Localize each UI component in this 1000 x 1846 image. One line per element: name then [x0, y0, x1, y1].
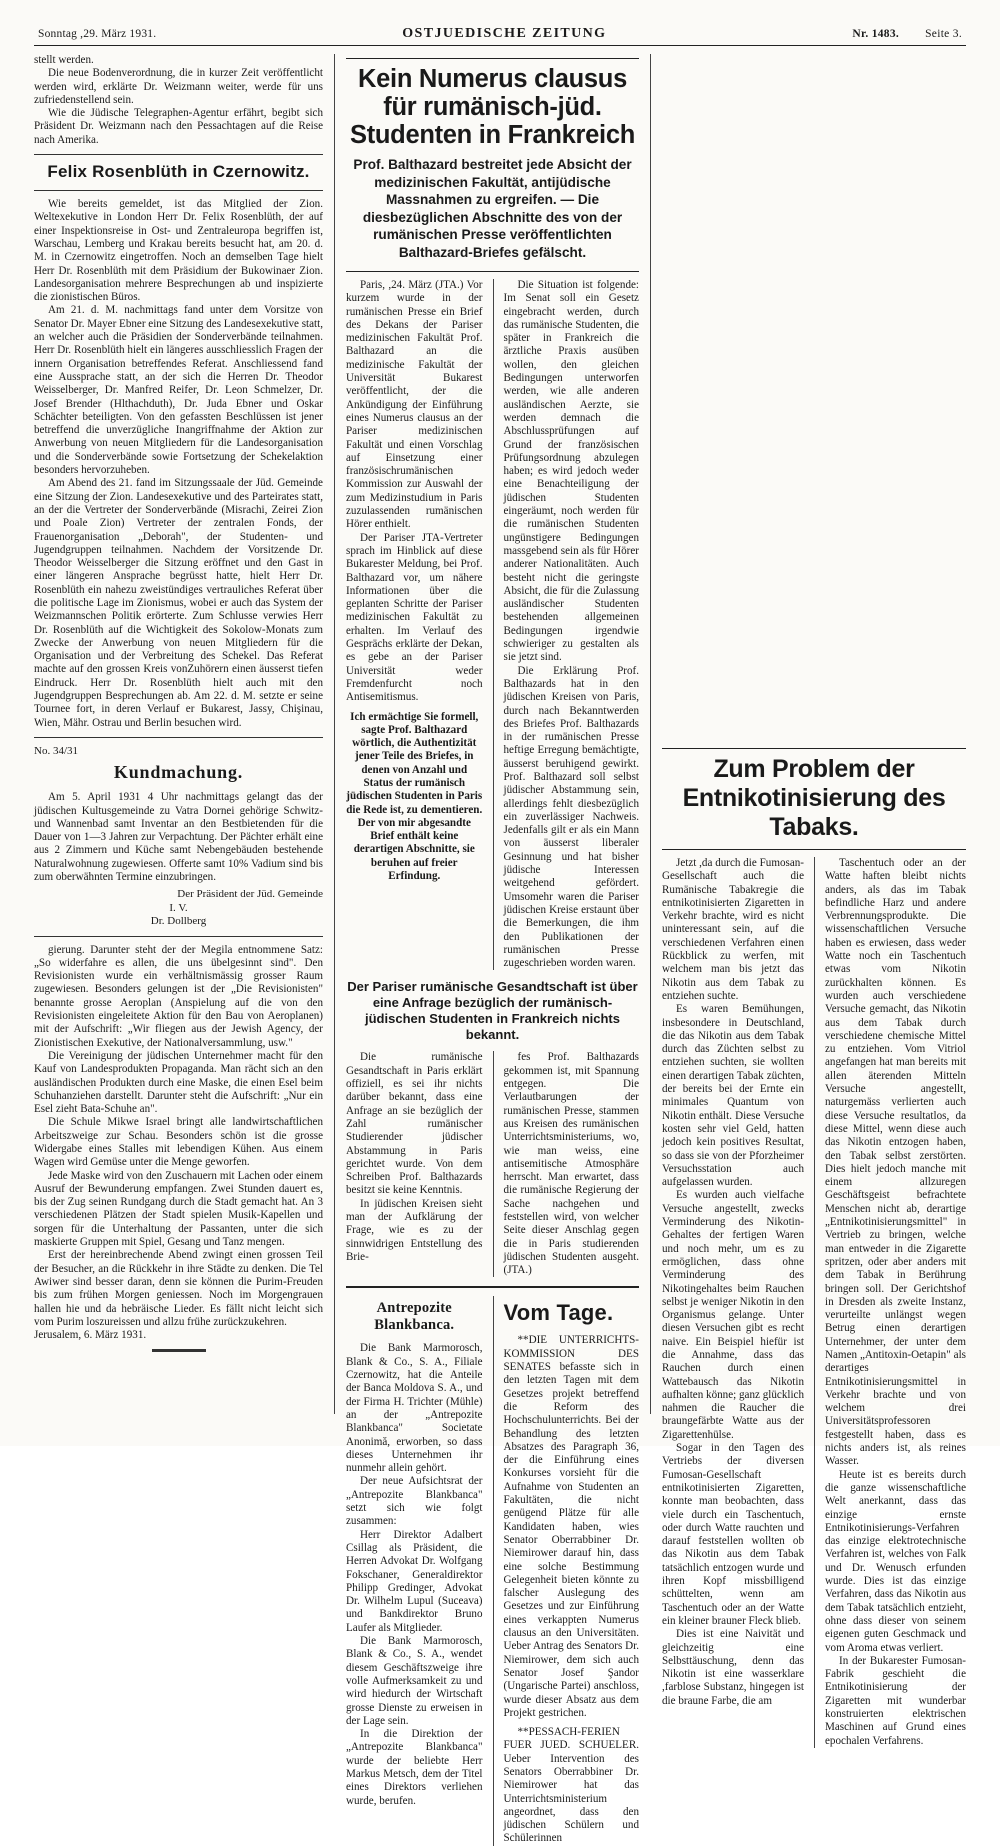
tabak-paragraph: Heute ist es bereits durch die ganze wissenschaftliche Welt anerkannt, dass das einzige ernste Entnikotinisierungs-Verfahren das einzige elektrotechnische Verfahren ist, welches von Falk und Dr. Wenusch erfunden wurde. Dies ist das einzige Verfahren, dass das Nikotin aus dem Tabak tatsächlich entzieht, ohne dass dieser von seinem eigenen guten Geschmack und vom Aroma etwas verliert. — [825, 1468, 966, 1654]
tabak-paragraph: Taschentuch oder an der Watte haften bleibt nichts anders, als das im Tabak befindliche Harz und andere Verbrennungsprodukte. Die wissenschaftlichen Versuche haben es erwiesen, dass weder Watte noch ein Taschentuch etwas vom Nikotin zurückhalten können. Es wurden auch verschiedene Versuche gemacht, das Nikotin aus dem Tabak durch verschiedene chemische Mittel zu entziehen. Vom Vitriol angefangen hat man bereits mit allen äterenden Mitteln Versuche angestellt, naturgemäss verlierten auch diese Versuche resultatlos, da diese Mittel, wenn diese auch das Nikotin entzogen haben, den Tabak selbst zerstörten. Dies hielt jedoch manche mit einem allzuregen Geschäftsgeist befrachtete Menschen nicht ab, derartige „Entnikotinisierungsmittel" in Vertrieb zu bringen, welche man entweder in die Zigarette spritzen, oder aber anders mit dem Tabak in Berührung bringen soll. Der Gerichtshof in Dresden als zweite Instanz, verurteilte unlängst wegen Betrug einen derartigen Unternehmer, der unter dem Namen „Antitoxin-Oetapin" als derartiges Entnikotinisierungsmittel in Verkehr brachte und von welchem drei Universitätsprofessoren festgestellt haben, dass es nichts anders ist, als reines Wasser. — [825, 857, 966, 1468]
col2-paragraph: fes Prof. Balthazards gekommen ist, mit Spannung entgegen. Die Verlautbarungen der rumänischen Presse, stammen aus Kreisen des rumänischen Unterrichtsministeriums, wo, wie man weiss, eine antisemitische Atmosphäre herrscht. Man erwartet, dass die rumänische Regierung der Sache nachgehen und feststellen wird, von welcher Seite dieser Anschlag gegen die in Paris studierenden jüdischen Studenten ausgeht. (JTA.) — [503, 1051, 639, 1277]
antrepozite-paragraph: Die Bank Marmorosch, Blank & Co., S. A., wendet diesem Geschäftszweige ihre volle Aufmerksamkeit zu und wird hiedurch der Wirtschaft grosse Dienste zu erweisen in der Lage sein. — [346, 1635, 483, 1727]
divider — [662, 748, 966, 749]
col1-paragraph: Wie bereits gemeldet, ist das Mitglied der Zion. Weltexekutive in London Herr Dr. Felix Rosenblüth, der auf einer Inspektionsreise in Ost- und Zentraleuropa begriffen ist, Warschau, Lemberg und Krakau bereits besucht hat, am 20. d. M. in Czernowitz eingetroffen. Noch an demselben Tage hielt Herr Dr. Rosenblüth mit dem Präsidium der Bukowinaer Zion. Landesorganisation mehrere Besprechungen ab und inspizierte die zionistischen Büros. — [34, 198, 323, 304]
headline-numerus-clausus: Kein Numerus clausus für rumänisch-jüd. Studenten in Frankreich — [350, 65, 635, 149]
tabak-paragraph: Sogar in den Tagen des Vertriebs der diversen Fumosan-Gesellschaft entnikotinisierten Zigaretten, konnte man beobachten, dass viele durch ein Taschentuch, oder durch Watte rauchten und darauf feststellen wollten ob das Nikotin aus dem Tabak tatsächlich entzogen wurde und ihren Kopf missbilligend schüttelten, wenn am Taschentuch oder an der Watte ein kleiner brauner Fleck blieb. — [662, 1442, 804, 1627]
col1-paragraph: Am Abend des 21. fand im Sitzungssaale der Jüd. Gemeinde eine Sitzung der Zion. Landesexekutive und des Parteirates statt, an der die Vertreter der Sonderverbände (Misrachi, Zeirei Zion und Poale Zion) Vertreter der zentralen Fonds, der Frauenorganisation „Deborah", der Studenten- und Jugendgruppen teilnahmen. Nachdem der Vorsitzende Dr. Theodor Weisselberger die Sitzung eröffnet und den Gast in einer längeren Ansprache begrüsst hatte, hielt Herr Dr. Rosenblüth ein nahezu zweistündiges vertrauliches Referat über die politische Lage im Zionismus, wobei er auch das System der Weizmannschen Politik erörterte. Zum Schlusse verwies Herr Dr. Rosenblüth auf die Wichtigkeit des Sokolow-Monats zum Zwecke der Anwerbung von neuen Mitgliedern für die Organisation und der Verbreitung des Schekel. Das Referat machte auf den grossen Kreis vonZuhörern einen äusserst tiefen Eindruck. Herr Dr. Rosenblüth hielt auch mit den Jugendgruppen Besprechungen ab. Am 22. d. M. setzte er seine Tournee fort, in deren Verlauf er Bukarest, Jassy, Chişinau, Wien, Mähr. Ostrau und Berlin besuchen wird. — [34, 477, 323, 729]
col1-paragraph: gierung. Darunter steht der der Megila entnommene Satz: „So widerfahre es allen, die uns übelgesinnt sind". Den Revisionisten wurde ein verhältnismässig grosser Raum zugewiesen. Besonders gelungen ist der „Die Revisionisten" benannte grosse Aeroplan (Anspielung auf die von den Revisionisten eingeleitete Aktion für den Bau von Aeroplanen) mit der Aufschrift: „Wir fliegen aus der Jewish Agency, der Zionistischen Exekutive, der Nationalversammlung, usw." — [34, 943, 323, 1049]
tabak-paragraph: In der Bukarester Fumosan-Fabrik geschieht die Entnikotinisierung der Zigaretten mit wunderbar konstruierten elektrischen Maschinen auf Grund eines epochalen Verfahrens. — [825, 1654, 966, 1747]
divider — [34, 737, 323, 738]
divider — [346, 271, 639, 272]
col2-paragraph: In jüdischen Kreisen sieht man der Aufklärung der Frage, wie es zu der sinnwidrigen Entstellung des Brie- — [346, 1197, 483, 1263]
col1-paragraph: Wie die Jüdische Telegraphen-Agentur erfährt, begibt sich Präsident Dr. Weizmann nach den Pessachtagen auf die Reise nach Amerika. — [34, 107, 323, 146]
antrepozite-paragraph: Der neue Aufsichtsrat der „Antrepozite Blankbanca" setzt sich wie folgt zusammen: — [346, 1475, 483, 1528]
divider — [34, 154, 323, 155]
masthead-issue — [852, 28, 962, 40]
story-subcol-left — [346, 279, 493, 970]
tabak-paragraph: Es waren Bemühungen, insbesondere in Deutschland, die das Nikotin aus dem Tabak durch das Züchten selbst zu entziehen suchten, sie wollten einen derartigen Tabak züchten, der bereits bei der Ernte ein minimales Quantum von Nikotin enthält. Diese Versuche kosten sehr viel Geld, hatten jedoch kein positives Resultat, so dass sie von der Pforzheimer Versuchsstation auch aufgelassen wurden. — [662, 1003, 804, 1189]
antrepozite-paragraph: Die Bank Marmorosch, Blank & Co., S. A., Filiale Czernowitz, hat die Anteile der Banca Moldova S. A., und der Firma H. Trichter (Mühle) an der „Antrepozite Blankbanca" Societate Anonimă, erworben, so dass dieses Unternehmen ihr nunmehr allein gehört. — [346, 1342, 483, 1475]
column-3 — [651, 54, 966, 1747]
vom-tage-block — [493, 1296, 640, 1845]
col1-paragraph: Erst der hereinbrechende Abend zwingt einen grossen Teil der Besucher, an die Rückkehr in ihre Städte zu denken. Die Tel Awiwer sind besser daran, denn sie können die Purim-Freuden bis zum frühen Morgen geniessen. Noch im Morgengrauen hallen hie und da hebräische Lieder. Es fällt nicht leicht sich vom Purim loszureissen und allzu frühe zurückzukehren. — [34, 1249, 323, 1328]
col1-paragraph: Die Vereinigung der jüdischen Unternehmer macht für den Kauf von Landesprodukten Propaganda. Man rächt sich an den ausländischen Produkten durch eine Maske, die einen Esel beim Schuhanziehen darstellt. Darunter steht die Aufschrift: „Nur ein Esel zieht Bata-Schuhe an". — [34, 1049, 323, 1116]
col2-bold-quote: Ich ermächtige Sie formell, sagte Prof. Balthazard wörtlich, die Authentizität jener Teile des Briefes, in denen von Anzahl und Status der rumänisch jüdischen Studenten in Paris die Rede ist, zu dementieren. Der von mir abgesandte Brief enthält keine derartigen Abschnitte, sie beruhen auf freier Erfindung. — [346, 710, 483, 883]
divider — [346, 1286, 639, 1288]
story-body-two-col — [346, 279, 639, 970]
story2-subcol-left — [346, 1051, 493, 1277]
column-grid — [34, 54, 966, 1845]
divider — [662, 849, 966, 850]
vom-tage-paragraph: **PESSACH-FERIEN FUER JUED. SCHUELER. Ueber Intervention des Senators Oberrabbiner Dr. Niemirower hat das Unterrichtsministerium angeordnet, dass den jüdischen Schülern und Schülerinnen — [503, 1726, 639, 1845]
deck-numerus-clausus: Prof. Balthazard bestreitet jede Absicht der medizinischen Fakultät, antijüdische Massnahmen zu ergreifen. — Die diesbezüglichen Abschnitte des von der rumänischen Presse veröffentlichten Balthazard-Briefes gefälscht. — [353, 157, 632, 260]
col3-spacer — [662, 54, 966, 744]
col2-paragraph: Paris, ,24. März (JTA.) Vor kurzem wurde in der rumänischen Presse ein Brief des Dekans der Pariser medizinischen Fakultät Prof. Balthazard an die medizinische Fakultät der Universität Bukarest veröffentlicht, der die Ankündigung der Einführung eines Numerus clausus an der Pariser medizinischen Fakultät und einen Vorschlag auf Einsetzung einer französischrumänischen Kommission zur Auswahl der zum Medizinstudium in Paris zuzulassenden rumänischen Hörer enthielt. — [346, 279, 483, 531]
col1-top-fragment: stellt werden. — [34, 54, 94, 66]
column-1 — [34, 54, 334, 1414]
signature-line-1: Der Präsident der Jüd. Gemeinde — [177, 888, 323, 901]
story-subcol-right — [493, 279, 640, 970]
page-number: Seite 3. — [925, 28, 962, 40]
antrepozite-paragraph: In die Direktion der „Antrepozite Blankbanca" wurde der beliebte Herr Markus Metsch, dem der Titel eines Direktors verliehen wurde, berufen. — [346, 1728, 483, 1807]
masthead — [34, 26, 966, 46]
masthead-date: Sonntag ,29. März 1931. — [38, 28, 157, 40]
tabak-body-two-col — [662, 857, 966, 1748]
col2-paragraph: Der Pariser JTA-Vertreter sprach im Hinblick auf diese Bukarester Meldung, bei Prof. Balthazard vor, um nähere Informationen über die geplanten Schritte der Pariser medizinischen Fakultät zu erhalten. Im Verlauf des Gesprächs erklärte der Dekan, es gebe an der Pariser Universität weder Fremdenfurcht noch Antisemitismus. — [346, 531, 483, 704]
col1-paragraph: Am 21. d. M. nachmittags fand unter dem Vorsitze von Senator Dr. Mayer Ebner eine Sitzung des Landesexekutive statt, an welcher auch die Präsidien der Sonderverbände teilnahmen. Herr Dr. Rosenblüth hielt ein längeres ausschliesslich Fragen der innern Organisation betreffendes Referat. Anschliessend fand eine Aussprache statt, an der sich die Herren Dr. Theodor Weisselberger, Dr. Manfred Reifer, Dr. Leon Schmelzer, Dr. Josef Brender (Hlthachduth), Dr. Juda Ebner und Oskar Schächter beteiligten. Von den gefassten Beschlüssen ist jener betreffend die unverzügliche Inangriffnahme der Aktion zur Anwerbung von neuen Mitgliedern für die Landesorganisation und die Sonderverbände sowie Fortsetzung der Schekelaktion besonders hervorzuheben. — [34, 304, 323, 477]
col1-paragraph: Die neue Bodenverordnung, die in kurzer Zeit veröffentlicht werden wird, erklärte Dr. Weizmann weiter, werde für uns zufriedenstellend sein. — [34, 67, 323, 106]
signature-line-3: Dr. Dollberg — [150, 915, 207, 928]
story2-subcol-right — [493, 1051, 640, 1277]
issue-number: Nr. 1483. — [852, 28, 900, 40]
vom-tage-paragraph: **DIE UNTERRICHTS-KOMMISSION DES SENATES befasste sich in den letzten Tagen mit dem Gesetzes projekt betreffend die Reform des Hochschulunterrichts. Bei der Behandlung des letzten Absatzes des Paragraph 36, der die Einführung eines Konkurses vorsieht für die Aufnahme von Studenten an Fakultäten, die nicht genügend Plätze für alle Kandidaten haben, wies Senator Oberrabbiner Dr. Niemirower darauf hin, dass eine solche Bestimmung Gelegenheit bieten könnte zu falscher Auslegung des Gesetzes und zur Einführung eines verkappten Numerus clausus an den Universitäten. Ueber Antrag des Senators Dr. Niemirower, dem sich auch Senator Josef Şandor (Ungarische Partei) anschloss, wurde dieser Absatz aus dem Projekt gestrichen. — [503, 1334, 639, 1719]
headline-vom-tage: Vom Tage. — [503, 1300, 614, 1326]
paper-title: OSTJUEDISCHE ZEITUNG — [402, 26, 607, 41]
tabak-subcol-right — [814, 857, 966, 1748]
headline-tabak: Zum Problem der Entnikotinisierung des Tabaks. — [682, 755, 946, 841]
signature-line-2: I. V. — [169, 901, 188, 914]
tabak-paragraph: Es wurden auch vielfache Versuche angestellt, zwecks Verminderung des Nikotin-Gehaltes der fertigen Waren und noch mehr, um es zu ermöglichen, dass ohne Verminderung des Nikotingehaltes beim Rauchen selbst je weniger Nikotin in den Organismus gelange. Unter diesen Versuchen gibt es recht naive. Ein Beispiel hiefür ist die Annahme, dass das Rauchen durch einen Wattebausch das Nikotin aufhalten könne; ganz glücklich nahmen die Raucher die braungefärbte Watte aus der Zigarettenhülse. — [662, 1189, 805, 1441]
column-2 — [335, 54, 650, 1845]
col1-paragraph: Jede Maske wird von den Zuschauern mit Lachen oder einem Ausruf der Bewunderung empfangen. Zwei Stunden dauert es, bis der Zug seinen Rundgang durch die Stadt gemacht hat. An 3 verschiedenen Plätzen der Stadt spielen Musik-Kapellen und sorgen für die Unterhaltung der Passanten, unter die sich maskierte Gruppen mit Spiel, Gesang und Tanz mengen. — [34, 1169, 323, 1249]
end-ornament — [152, 1349, 206, 1352]
notice-body: Am 5. April 1931 4 Uhr nachmittags gelangt das der jüdischen Kultusgemeinde zu Vatra Dornei gehörige Schwitz- und Wannenbad samt Inventar an den Bestbietenden für die Dauer von 1—3 Jahren zur Verpachtung. Der Pächter erhält eine aus 2 Zimmern und Küche samt Nebengebäuden bestehende Naturalwohnung zugewiesen. Offerte samt 10% Vadium sind bis zum oberwähnten Termine einzubringen. — [34, 791, 323, 884]
col2-paragraph: Die Situation ist folgende: Im Senat soll ein Gesetz eingebracht werden, durch das rumänische Studenten, die später in Frankreich die ärztliche Praxis ausüben wollen, den gleichen Bedingungen unterworfen werden, wie alle anderen ausländischen Aerzte, sie werden demnach die Abschlussprüfungen auf Grund der französischen Prüfungsordnung abzulegen haben; es wird jedoch weder eine Benachteiligung der jüdischen Studenten eingeräumt, noch werden für die rumänischen Studenten ungünstigere Bedingungen massgebend sein als für Hörer anderer Nationalitäten. Auch besteht nicht die geringste Absicht, die für die Zulassung ausländischer Studenten bestehenden allgemeinen Bedingungen irgendwie schwieriger zu gestalten als sie jetzt sind. — [503, 279, 639, 664]
tabak-paragraph: Dies ist eine Naivität und gleichzeitig eine Selbsttäuschung, denn das Nikotin ist eine wasserklare ,farblose Substanz, hingegen ist die braune Farbe, die am — [662, 1628, 804, 1707]
col2-paragraph: Die Erklärung Prof. Balthazards hat in den jüdischen Kreisen von Paris, durch nach Bekanntwerden des Briefes Prof. Balthazards in der rumänischen Presse heftige Erregung bemächtigte, äusserst beruhigend gewirkt. Prof. Balthazard soll selbst jüdischer Abstammung sein, allerdings fehlt diesbezüglich ein zuverlässiger Nachweis. Jedenfalls gilt er als ein Mann von äusserst liberaler Gesinnung und hat bisher jüdische Interessen weitgehend gefördert. Umsomehr waren die Pariser jüdischen Kreise erstaunt über die Bemerkungen, die ihm den Publikationen der rumänischen Presse zugeschrieben worden waren. — [503, 664, 639, 970]
col1-paragraph: Die Schule Mikwe Israel bringt alle landwirtschaftlichen Arbeitszweige zur Schau. Besonders schön ist die grosse Widergabe eines Stalles mit lebendigen Kühen. Aus einem Wagen wird Gemüse unter die Menge geworfen. — [34, 1116, 323, 1169]
notice-number: No. 34/31 — [34, 744, 78, 757]
divider — [34, 936, 323, 937]
divider — [346, 58, 639, 59]
antrepozite-block — [346, 1296, 493, 1845]
tabak-paragraph: Jetzt ,da durch die Fumosan-Gesellschaft auch die Rumänische Tabakregie die entnikotinisierten Zigaretten in Verkehr brachte, wird es nicht uninteressant sein, auf die verschiedenen Verfahren einen Rückblick zu werfen, mit welchem man bis jetzt das Nikotin aus dem Tabak zu entziehen suchte. — [662, 857, 804, 1002]
col1-dateline: Jerusalem, 6. März 1931. — [34, 1329, 147, 1342]
tabak-subcol-left — [662, 857, 814, 1748]
headline-antrepozite: Antrepozite Blankbanca. — [374, 1300, 455, 1334]
headline-rosenblueth: Felix Rosenblüth in Czernowitz. — [47, 162, 310, 182]
story-body-two-col-2 — [346, 1051, 639, 1277]
divider — [34, 190, 323, 191]
notice-signature — [34, 888, 323, 928]
lower-two-col — [346, 1296, 639, 1845]
col2-paragraph: Die rumänische Gesandtschaft in Paris erklärt offiziell, es sei ihr nichts darüber bekannt, dass eine Anfrage an sie bezüglich der Zahl rumänischer Studierender jüdischer Abstammung in Paris gerichtet wurde. Von dem Schreiben Prof. Balthazards besitzt sie keine Kenntnis. — [346, 1051, 483, 1197]
antrepozite-paragraph: Herr Direktor Adalbert Csillag als Präsident, die Herren Advokat Dr. Wolfgang Fokschaner, Generaldirektor Philipp Gredinger, Advokat Dr. Wilhelm Lupul (Suceava) und Bankdirektor Bruno Laufer als Mitglieder. — [346, 1528, 483, 1634]
notice-title: Kundmachung. — [113, 762, 244, 783]
subhead-gesandtschaft: Der Pariser rumänische Gesandtschaft ist über eine Anfrage bezüglich der rumänisch-jüdischen Studenten in Frankreich nichts bekannt. — [347, 979, 638, 1043]
